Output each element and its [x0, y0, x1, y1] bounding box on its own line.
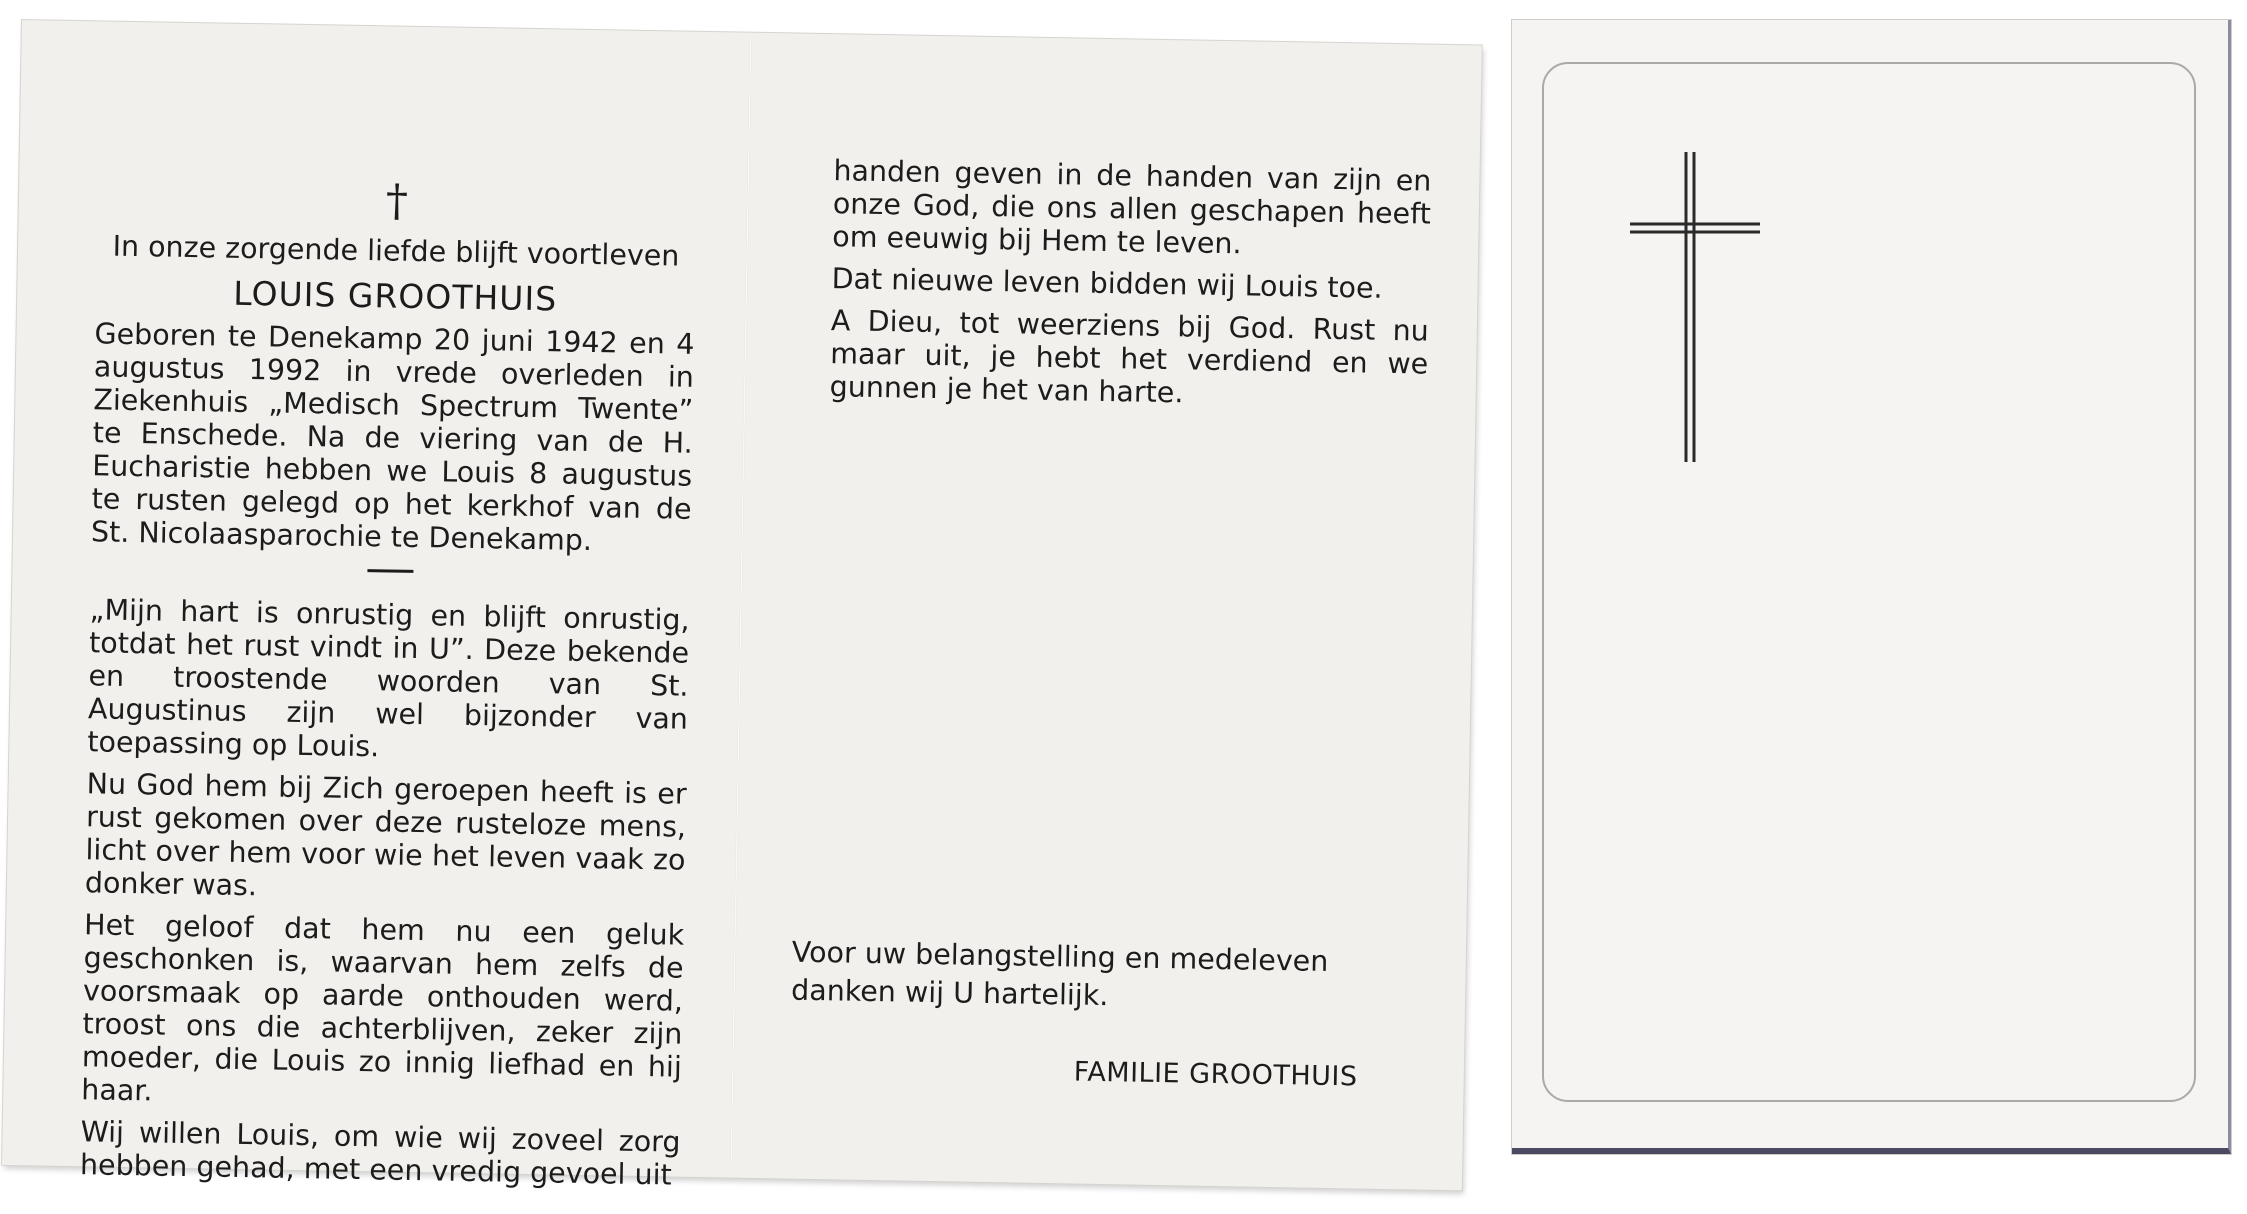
deceased-name: LOUIS GROOTHUIS [233, 273, 558, 319]
family-signature: FAMILIE GROOTHUIS [1073, 1056, 1358, 1093]
right-paragraph: handen geven in de handen van zijn en onze God, die ons allen geschapen heeft om eeuwig bij Hem te leven. [832, 154, 1432, 261]
memorial-card-cover [1512, 20, 2231, 1154]
separator-dash [367, 569, 413, 573]
small-cross-icon: † [385, 175, 409, 227]
birth-death-paragraph: Geboren te Denekamp 20 juni 1942 en 4 augustus 1992 in vrede overleden in Ziekenhuis „Medisch Spectrum Twente” te Enschede. Na de viering van de H. Eucharistie hebben we Louis 8 augustus te rusten gelegd op het kerkhof van de St. Nicolaasparochie te Denekamp. [90, 317, 695, 558]
left-paragraph: Nu God hem bij Zich geroepen heeft is er rust gekomen over deze rusteloze mens, licht over hem voor wie het leven vaak zo donker was. [84, 767, 687, 903]
left-text-column [80, 171, 698, 1200]
memorial-card-inner-spread [2, 20, 1482, 1190]
left-paragraph: Wij willen Louis, om wie wij zoveel zorg hebben gehad, met een vredig gevoel uit [79, 1115, 681, 1192]
right-paragraph: A Dieu, tot weerziens bij God. Rust nu maar uit, je hebt het verdiend en we gunnen je het van harte. [829, 304, 1430, 410]
thanks-text: Voor uw belangstelling en medeleven danken wij U hartelijk. [790, 935, 1329, 1013]
left-paragraph: Het geloof dat hem nu een geluk geschonken is, waarvan hem zelfs de voorsmaak op aarde onthouden werd, troost ons die achterblijven, zeker zijn moeder, die Louis zo innig liefhad en hij haar. [81, 908, 685, 1108]
intro-line: In onze zorgende liefde blijft voortleven [112, 229, 680, 273]
cross-icon [1630, 152, 1760, 472]
left-paragraph: „Mijn hart is onrustig en blijft onrustig, totdat het rust vindt in U”. Deze bekende en troostende woorden van St. Augustinus zijn wel bijzonder van toepassing op Louis. [87, 593, 690, 764]
left-page [2, 20, 750, 1192]
right-text-column [829, 154, 1431, 422]
right-page [732, 33, 1482, 1191]
right-paragraph: Dat nieuwe leven bidden wij Louis toe. [831, 262, 1383, 305]
